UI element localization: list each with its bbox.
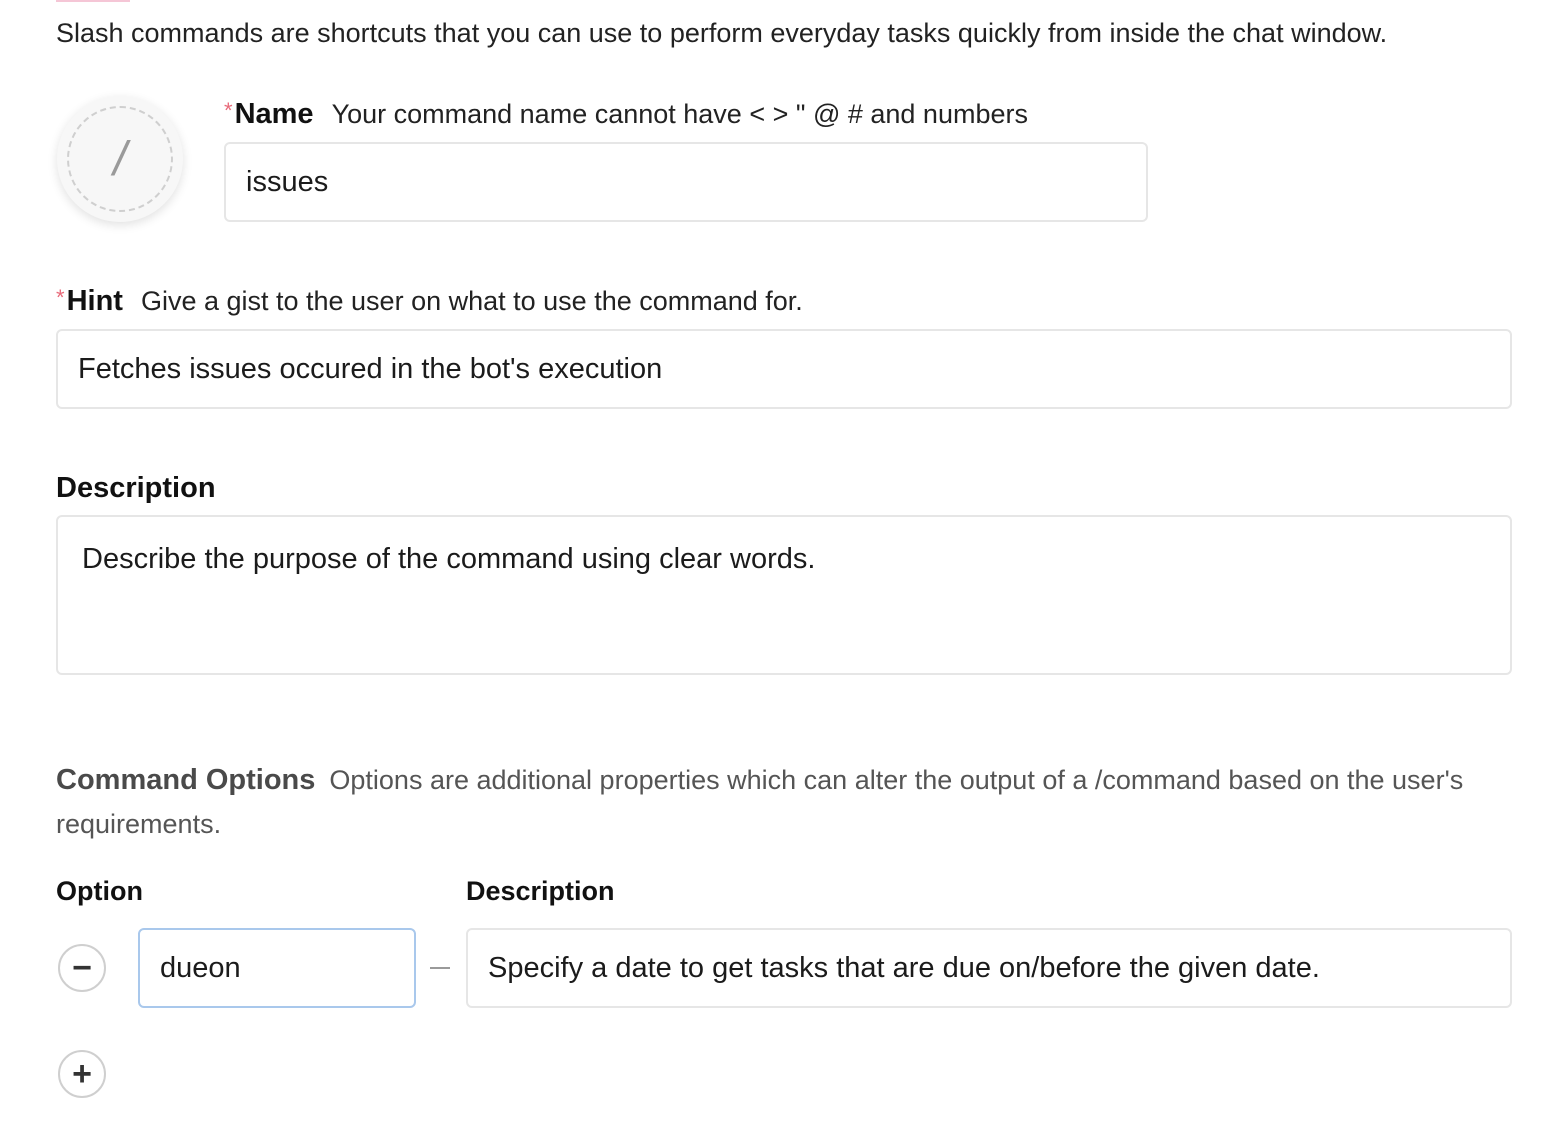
remove-option-button[interactable] xyxy=(58,944,106,992)
required-asterisk: * xyxy=(56,285,65,310)
command-options-title: Command Options xyxy=(56,764,316,796)
name-input[interactable]: issues xyxy=(224,142,1148,222)
hint-helper-text: Give a gist to the user on what to use the command for. xyxy=(140,286,803,316)
separator-dash xyxy=(430,967,450,969)
command-image-upload[interactable] xyxy=(57,96,183,222)
add-option-button[interactable] xyxy=(58,1050,106,1098)
description-column-header: Description xyxy=(466,876,615,906)
command-options-section xyxy=(56,758,1496,846)
name-label: Name xyxy=(234,98,314,130)
option-description-input[interactable]: Specify a date to get tasks that are due on/before the given date. xyxy=(466,928,1512,1008)
name-hint: Your command name cannot have < > " @ # and numbers xyxy=(331,99,1028,129)
intro-text: Slash commands are shortcuts that you can use to perform everyday tasks quickly from inside the chat window. xyxy=(56,18,1388,48)
minus-icon: − xyxy=(72,949,92,987)
hint-label: Hint xyxy=(66,285,123,317)
hint-label-row xyxy=(56,285,803,318)
option-name-input[interactable]: dueon xyxy=(138,928,416,1008)
description-textarea[interactable]: Describe the purpose of the command using clear words. xyxy=(56,515,1512,675)
plus-icon: + xyxy=(72,1055,92,1093)
command-options-description: Options are additional properties which can alter the output of a /command based on the user's requirements. xyxy=(56,765,1464,839)
option-column-header: Option xyxy=(56,876,143,906)
required-asterisk: * xyxy=(224,98,233,123)
hint-input[interactable]: Fetches issues occured in the bot's execution xyxy=(56,329,1512,409)
slash-icon: / xyxy=(67,106,173,212)
name-label-row xyxy=(224,98,1028,131)
top-accent-bar xyxy=(56,0,130,2)
description-label: Description xyxy=(56,472,216,504)
